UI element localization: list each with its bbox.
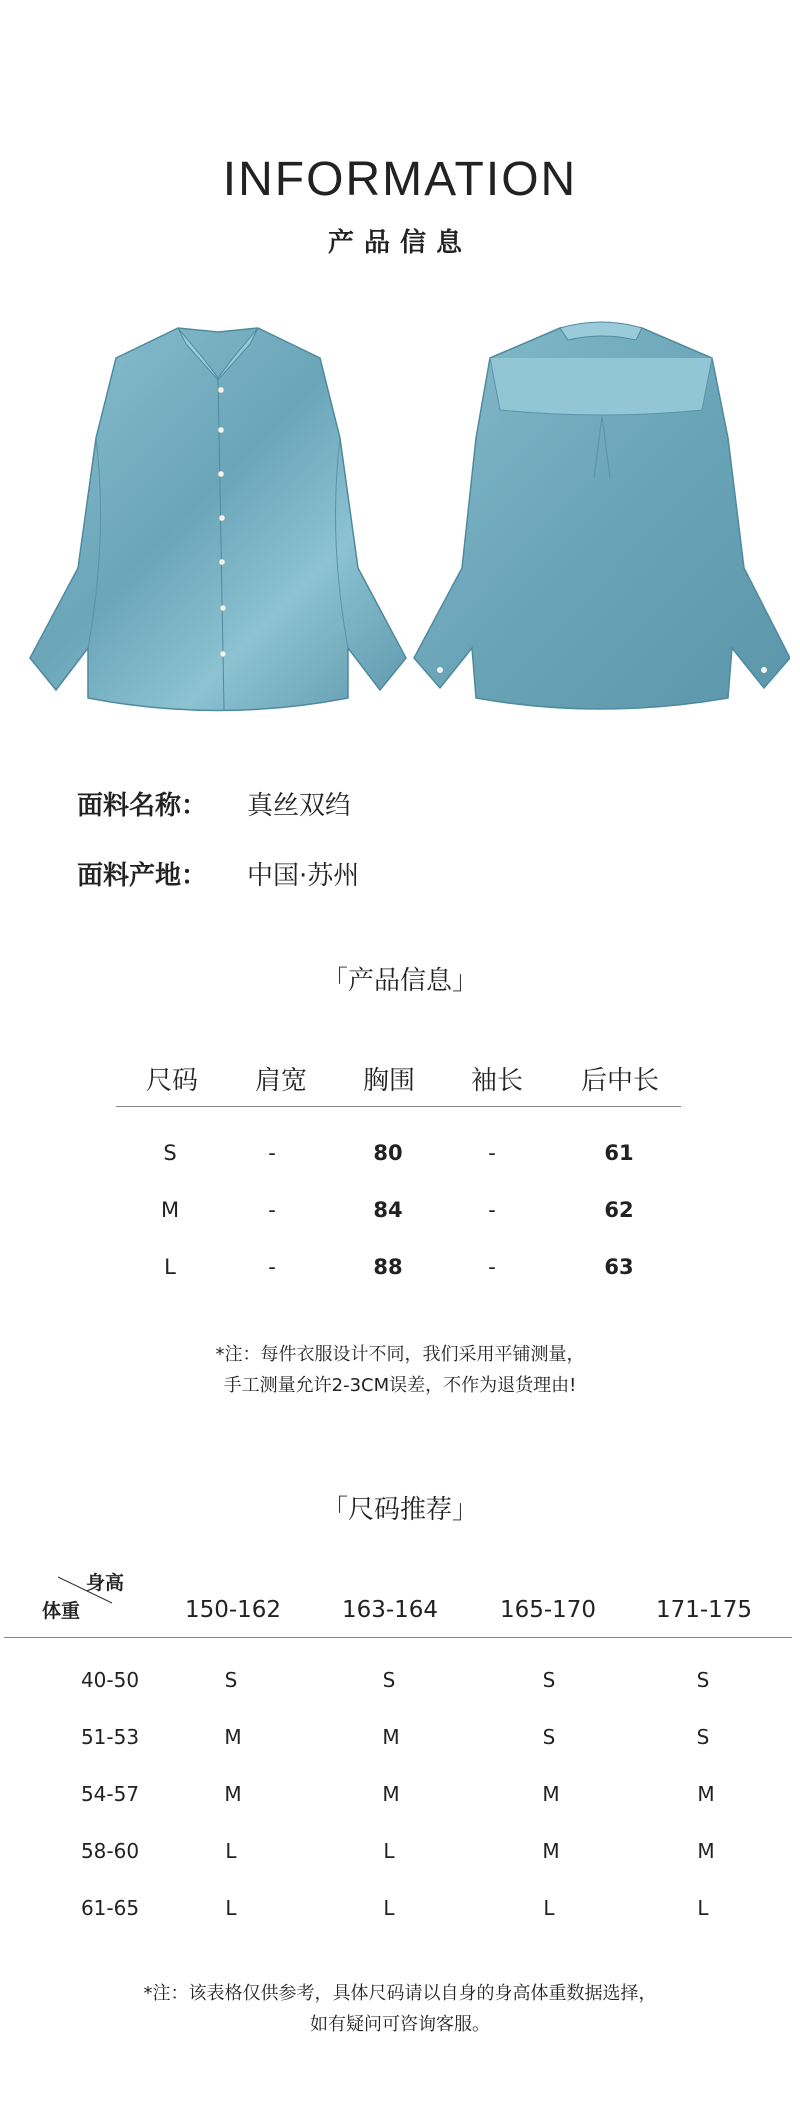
page-subtitle: 产品信息 xyxy=(327,228,472,258)
weight-cell: 54-57 xyxy=(80,1782,140,1806)
measure-note-line1: *注：每件衣服设计不同，我们采用平铺测量， xyxy=(215,1344,585,1365)
size-cell: M xyxy=(697,1839,715,1863)
material-origin-row xyxy=(77,855,359,892)
measure-note xyxy=(0,1339,800,1401)
recommend-note xyxy=(0,1978,800,2040)
header-size: 尺码 xyxy=(145,1066,199,1096)
size-cell: L xyxy=(383,1896,395,1920)
shirt-front-image xyxy=(28,318,408,718)
page-title: INFORMATION xyxy=(222,153,578,206)
material-name-row xyxy=(77,785,351,822)
cell-shoulder: - xyxy=(268,1141,276,1165)
recommend-note-line1: *注：该表格仅供参考，具体尺码请以自身的身高体重数据选择， xyxy=(143,1983,657,2004)
size-cell: L xyxy=(543,1896,555,1920)
cell-size: M xyxy=(160,1198,180,1222)
cell-bust: 80 xyxy=(373,1141,403,1165)
material-origin-label: 面料产地： xyxy=(77,861,208,891)
size-cell: S xyxy=(382,1668,396,1692)
cell-size: S xyxy=(163,1141,177,1165)
size-cell: M xyxy=(542,1782,560,1806)
material-origin-value: 中国·苏州 xyxy=(247,861,360,891)
cell-shoulder: - xyxy=(268,1198,276,1222)
size-cell: L xyxy=(383,1839,395,1863)
height-col-3: 165-170 xyxy=(499,1597,597,1623)
size-cell: S xyxy=(696,1668,710,1692)
shirt-back-image xyxy=(410,318,790,718)
weight-cell: 51-53 xyxy=(80,1725,140,1749)
recommend-note-line2: 如有疑问可咨询客服。 xyxy=(310,2014,490,2035)
height-col-2: 163-164 xyxy=(341,1597,439,1623)
material-name-label: 面料名称： xyxy=(77,791,208,821)
cell-sleeve: - xyxy=(488,1255,496,1279)
size-cell: M xyxy=(542,1839,560,1863)
size-cell: M xyxy=(382,1725,400,1749)
size-cell: M xyxy=(224,1725,242,1749)
size-cell: S xyxy=(542,1668,556,1692)
weight-cell: 58-60 xyxy=(80,1839,140,1863)
height-col-1: 150-162 xyxy=(184,1597,282,1623)
cell-bust: 88 xyxy=(373,1255,403,1279)
cell-bust: 84 xyxy=(373,1198,403,1222)
header-sleeve: 袖长 xyxy=(470,1066,524,1096)
header-bust: 胸围 xyxy=(362,1066,416,1096)
cell-length: 62 xyxy=(604,1198,634,1222)
size-cell: L xyxy=(225,1896,237,1920)
weight-cell: 40-50 xyxy=(80,1668,140,1692)
cell-sleeve: - xyxy=(488,1198,496,1222)
size-cell: S xyxy=(696,1725,710,1749)
height-col-4: 171-175 xyxy=(655,1597,753,1623)
size-cell: S xyxy=(224,1668,238,1692)
size-cell: M xyxy=(697,1782,715,1806)
size-cell: L xyxy=(225,1839,237,1863)
cell-sleeve: - xyxy=(488,1141,496,1165)
weight-cell: 61-65 xyxy=(80,1896,140,1920)
size-cell: M xyxy=(382,1782,400,1806)
measure-note-line2: 手工测量允许2-3CM误差，不作为退货理由! xyxy=(223,1375,577,1396)
cell-size: L xyxy=(164,1255,176,1279)
cell-shoulder: - xyxy=(268,1255,276,1279)
height-label: 身高 xyxy=(86,1572,125,1594)
product-info-title: 「产品信息」 xyxy=(321,966,478,996)
size-cell: M xyxy=(224,1782,242,1806)
size-recommend-title: 「尺码推荐」 xyxy=(321,1495,478,1525)
table-divider xyxy=(4,1637,792,1638)
header-length: 后中长 xyxy=(580,1066,660,1096)
size-cell: L xyxy=(697,1896,709,1920)
weight-label: 体重 xyxy=(42,1600,81,1622)
header-shoulder: 肩宽 xyxy=(254,1066,308,1096)
size-cell: S xyxy=(542,1725,556,1749)
cell-length: 63 xyxy=(604,1255,634,1279)
cell-length: 61 xyxy=(604,1141,634,1165)
material-name-value: 真丝双绉 xyxy=(247,791,352,821)
table-divider xyxy=(116,1106,681,1107)
